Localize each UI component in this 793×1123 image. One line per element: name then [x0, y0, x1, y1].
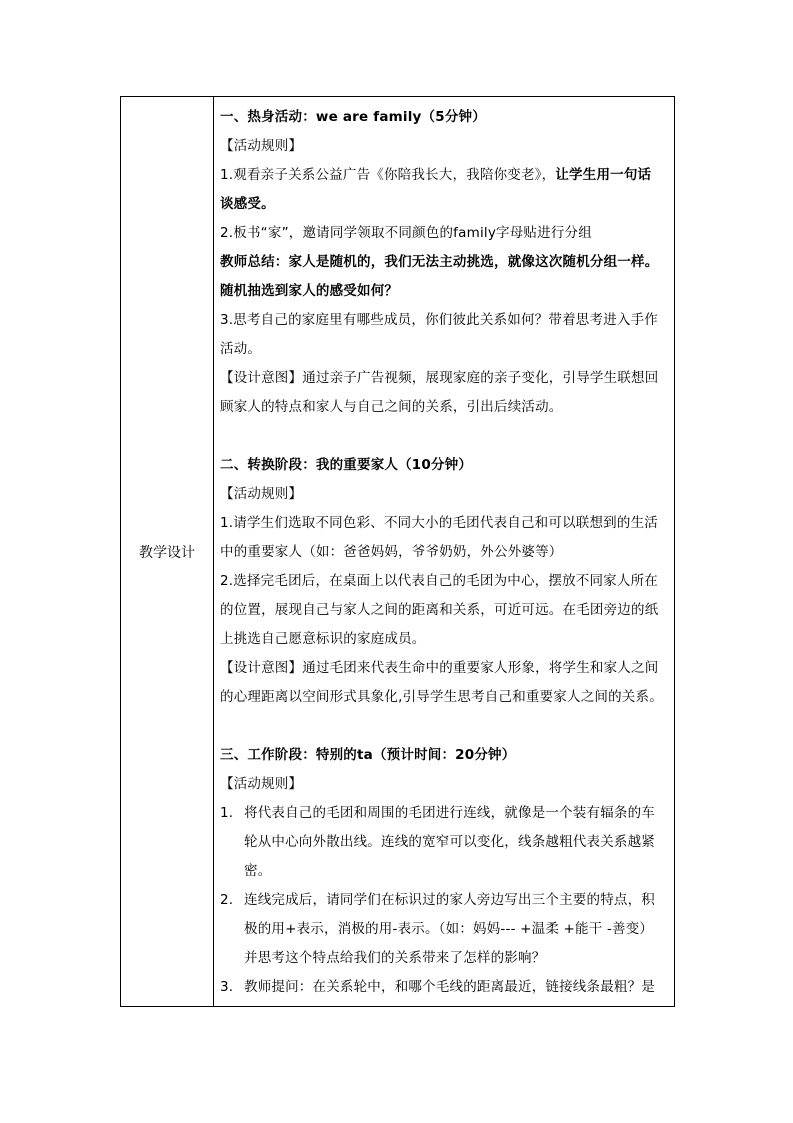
section1-item1-emphasis: 让学生用一句话 [555, 167, 652, 183]
row-label: 教学设计 [139, 544, 195, 561]
section1-item3-line2: 活动。 [220, 341, 262, 357]
item-line: 教师提问：在关系轮中，和哪个毛线的距离最近，链接线条最粗？是 [244, 979, 655, 995]
section2-title: 二、转换阶段：我的重要家人（10分钟） [220, 457, 473, 473]
spacer [220, 422, 668, 451]
item-body [244, 886, 668, 973]
item-number: 1. [220, 805, 234, 821]
lesson-design-table [120, 96, 675, 1007]
item-line: 轮从中心向外散出线。连线的宽窄可以变化，线条越粗代表关系越紧 [244, 834, 655, 850]
item-line: 将代表自己的毛团和周围的毛团进行连线，就像是一个装有辐条的车 [244, 805, 655, 821]
item-line: 连线完成后，请同学们在标识过的家人旁边写出三个主要的特点，积 [244, 892, 655, 908]
section1-item1-line1 [220, 161, 668, 190]
section1-summary-line2: 随机抽选到家人的感受如何？ [220, 283, 399, 299]
lesson-content [214, 97, 674, 1002]
section3-rules-label: 【活动规则】 [220, 776, 303, 792]
numbered-item [220, 973, 668, 1002]
section2-item1-line1: 1.请学生们选取不同色彩、不同大小的毛团代表自己和可以联想到的生活 [220, 515, 658, 531]
section1-intent-line1: 【设计意图】通过亲子广告视频，展现家庭的亲子变化，引导学生联想回 [220, 370, 659, 386]
row-label-cell [121, 97, 214, 1007]
section2-item2-line2: 的位置，展现自己与家人之间的距离和关系，可近可远。在毛团旁边的纸 [220, 602, 659, 618]
numbered-item [220, 799, 668, 886]
section3-title: 三、工作阶段：特别的ta（预计时间：20分钟） [220, 747, 516, 763]
section1-title: 一、热身活动：we are family（5分钟） [220, 109, 486, 125]
item-number: 2. [220, 892, 234, 908]
item-body [244, 799, 668, 886]
section2-intent-line2: 的心理距离以空间形式具象化,引导学生思考自己和重要家人之间的关系。 [220, 689, 663, 705]
item-line: 密。 [244, 863, 272, 879]
section1-item2: 2.板书“家”，邀请同学领取不同颜色的family字母贴进行分组 [220, 225, 592, 241]
section2-rules-label: 【活动规则】 [220, 486, 303, 502]
section2-item2-line3: 上挑选自己愿意标识的家庭成员。 [220, 631, 426, 647]
item-line: 极的用+表示，消极的用-表示。（如：妈妈--- +温柔 +能干 -善变） [244, 921, 654, 937]
section1-rules-label: 【活动规则】 [220, 138, 303, 154]
section1-intent-line2: 顾家人的特点和家人与自己之间的关系，引出后续活动。 [220, 399, 563, 415]
section2-item2-line1: 2.选择完毛团后，在桌面上以代表自己的毛团为中心，摆放不同家人所在 [220, 573, 658, 589]
section1-item3-line1: 3.思考自己的家庭里有哪些成员，你们彼此关系如何？带着思考进入手作 [220, 312, 658, 328]
content-cell [214, 97, 675, 1007]
spacer [220, 712, 668, 741]
item-line: 并思考这个特点给我们的关系带来了怎样的影响？ [244, 950, 546, 966]
item-number: 3. [220, 979, 234, 995]
item-body [244, 973, 668, 1002]
section1-summary-line1: 教师总结：家人是随机的，我们无法主动挑选，就像这次随机分组一样。 [220, 254, 659, 270]
section1-item1-text: 1.观看亲子关系公益广告《你陪我长大，我陪你变老》， [220, 167, 556, 183]
table-row [121, 97, 675, 1007]
section1-item1-line2: 谈感受。 [220, 196, 275, 212]
numbered-item [220, 886, 668, 973]
section2-intent-line1: 【设计意图】通过毛团来代表生命中的重要家人形象，将学生和家人之间 [220, 660, 659, 676]
section2-item1-line2: 中的重要家人（如：爸爸妈妈，爷爷奶奶，外公外婆等） [220, 544, 563, 560]
